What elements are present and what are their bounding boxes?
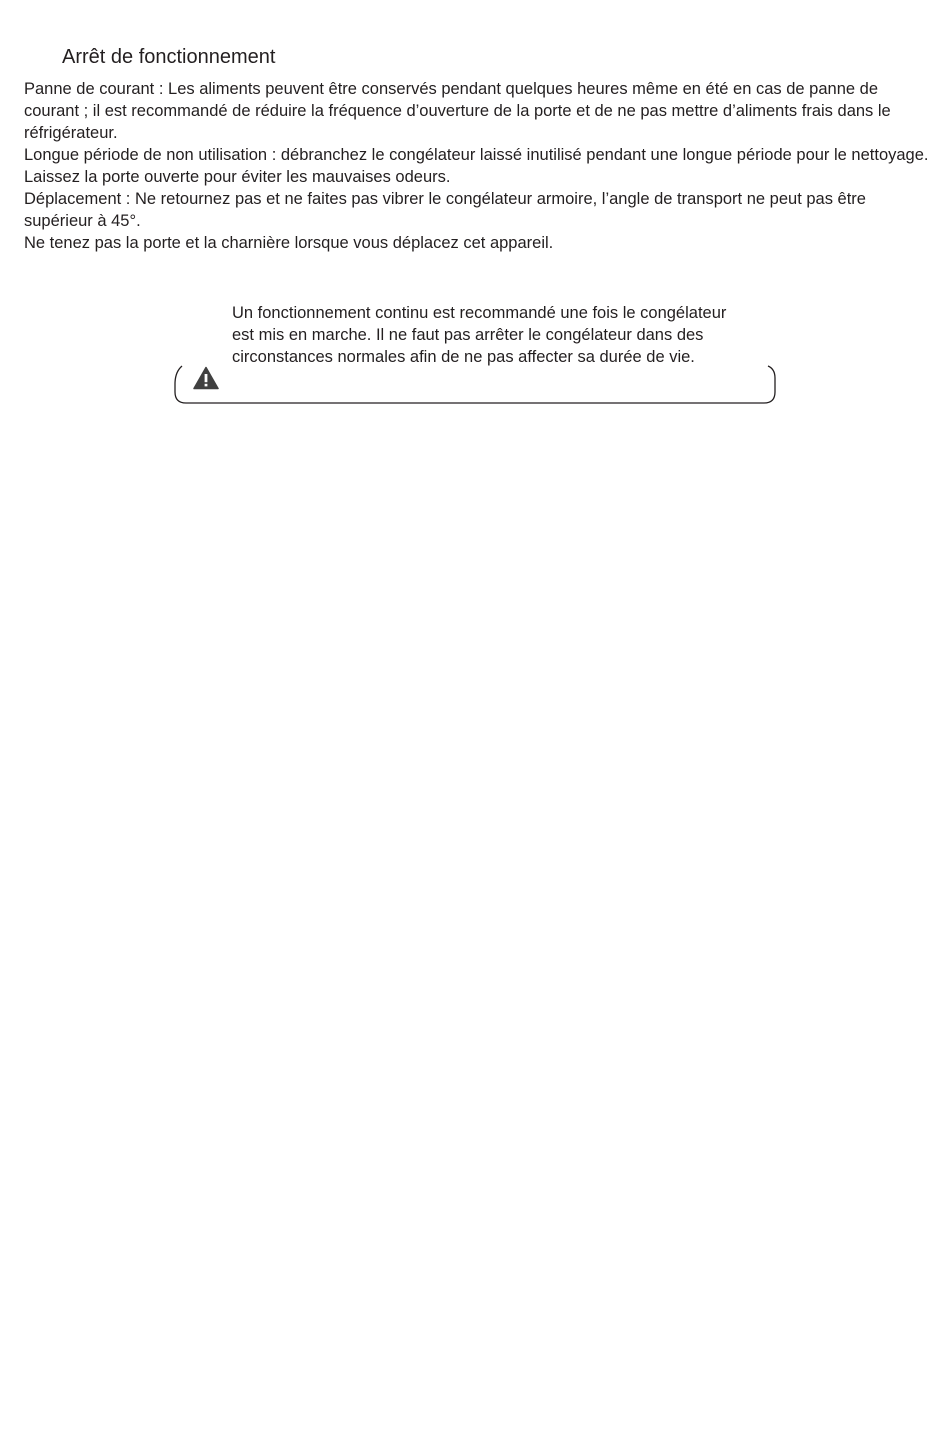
paragraph-power-outage: Panne de courant : Les aliments peuvent être conservés pendant quelques heures même en été en cas de panne de courant ; il est recommandé de réduire la fréquence d’ouverture de la porte et de ne pas mettre d’aliments frais dans le réfrigérateur. [24, 80, 891, 142]
paragraph-door-hinge: Ne tenez pas la porte et la charnière lorsque vous déplacez cet appareil. [24, 234, 554, 252]
paragraph-leave-door-open: Laissez la porte ouverte pour éviter les mauvaises odeurs. [24, 168, 451, 186]
section-body [24, 78, 930, 254]
warning-notice [174, 302, 776, 404]
paragraph-moving: Déplacement : Ne retournez pas et ne faites pas vibrer le congélateur armoire, l’angle de transport ne peut pas être supérieur à 45°. [24, 190, 866, 230]
warning-icon [193, 366, 219, 390]
paragraph-long-non-use: Longue période de non utilisation : débranchez le congélateur laissé inutilisé pendant une longue période pour le nettoyage. [24, 146, 929, 164]
section-title: Arrêt de fonctionnement [62, 46, 276, 68]
notice-text: Un fonctionnement continu est recommandé une fois le congélateur est mis en marche. Il ne faut pas arrêter le congélateur dans des circonstances normales afin de ne pas affecter sa durée de vie. [232, 304, 727, 366]
